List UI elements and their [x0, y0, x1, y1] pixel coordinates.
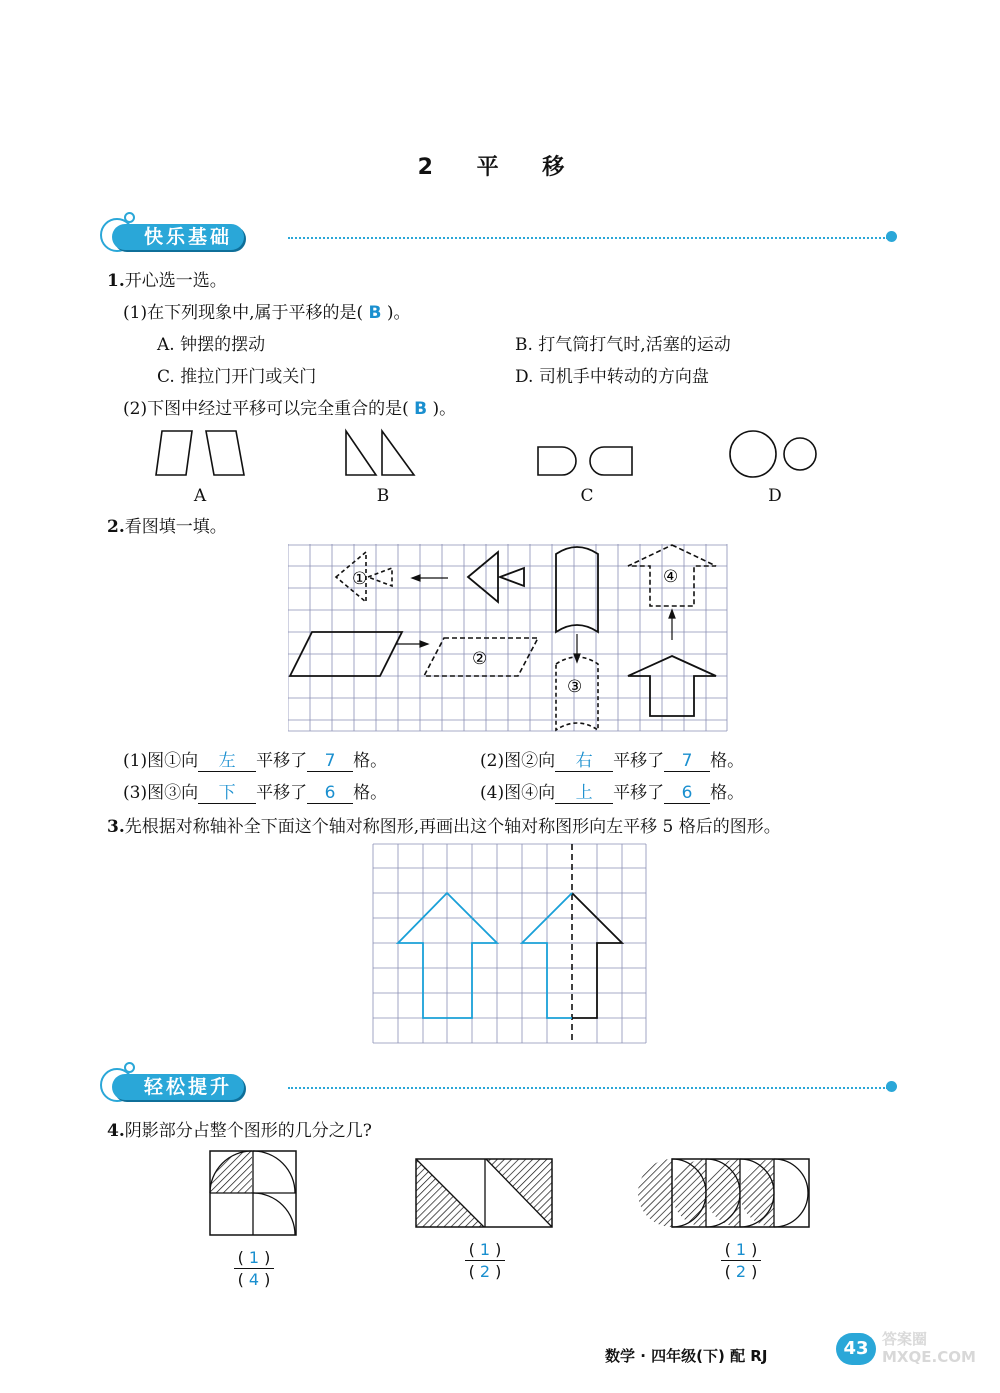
q3-grid-figure: [372, 843, 648, 1045]
q1-shapes: [140, 425, 840, 485]
q1-label-b: B: [376, 486, 390, 506]
q1-label-a: A: [193, 486, 207, 506]
section-banner-basic: [100, 218, 900, 252]
q4-figure-3: [638, 1159, 809, 1227]
house-solid: [628, 656, 716, 716]
q1-heading: 1.开心选一选。: [107, 271, 227, 291]
divider-end-dot: [886, 1081, 897, 1092]
q2-row-4-dir: 上: [555, 778, 613, 804]
small-bubble-icon: [124, 1062, 135, 1073]
q1-part1: (1)在下列现象中,属于平移的是( B )。: [123, 303, 411, 323]
q1-option-b: B. 打气筒打气时,活塞的运动: [515, 335, 731, 355]
q1-p1-answer: B: [368, 303, 382, 323]
q4-figure-1: [210, 1151, 296, 1235]
shape-a1: [156, 431, 192, 475]
watermark: 答案圈 MXQE.COM: [882, 1330, 976, 1366]
arch-solid: [556, 547, 598, 632]
q1-option-d: D. 司机手中转动的方向盘: [515, 367, 709, 387]
section-label: 轻松提升: [112, 1074, 244, 1100]
q2-row-4: (4)图④向 上 平移了 6 格。: [480, 778, 744, 804]
arrow-left: [412, 575, 448, 581]
shape-b2: [382, 431, 414, 475]
arrow-up: [669, 610, 675, 640]
label-4: ④: [663, 567, 679, 587]
arrow-right: [396, 641, 428, 647]
page-title: 2 平 移: [417, 155, 583, 180]
q1-label-c: C: [580, 486, 594, 506]
label-1: ①: [352, 569, 368, 589]
shape-d2: [784, 438, 816, 470]
q4-heading: 4.阴影部分占整个图形的几分之几?: [107, 1121, 372, 1141]
q2-row-1: (1)图①向 左 平移了 7 格。: [123, 746, 387, 772]
q2-grid-figure: [288, 544, 728, 734]
q4-answer-3: ( 1 ) ( 2 ): [713, 1240, 769, 1281]
section-label: 快乐基础: [112, 224, 244, 250]
q4-figures: [200, 1145, 820, 1245]
q2-row-1-num: 7: [307, 751, 353, 772]
q2-row-3-dir: 下: [198, 778, 256, 804]
shape-b1: [346, 431, 376, 475]
q2-heading: 2.看图填一填。: [107, 517, 227, 537]
q2-row-3-num: 6: [307, 783, 353, 804]
q1-p2-answer: B: [414, 399, 428, 419]
label-3: ③: [567, 677, 583, 697]
q4-figure-2: [416, 1159, 552, 1227]
q2-row-1-dir: 左: [198, 746, 256, 772]
shape-a2: [206, 431, 244, 475]
q1-option-a: A. 钟摆的摆动: [157, 335, 266, 355]
q2-row-2: (2)图②向 右 平移了 7 格。: [480, 746, 744, 772]
shape-d1: [730, 431, 776, 477]
q4-answer-2: ( 1 ) ( 2 ): [457, 1240, 513, 1281]
shape-c2: [590, 447, 632, 475]
dotted-divider: [288, 237, 888, 239]
section-banner-advance: [100, 1068, 900, 1102]
arrow-translated: [398, 893, 497, 1018]
q4-answer-1: ( 1 ) ( 4 ): [226, 1248, 282, 1289]
q3-heading: 3.先根据对称轴补全下面这个轴对称图形,再画出这个轴对称图形向左平移 5 格后的图形。: [107, 817, 781, 837]
divider-end-dot: [886, 231, 897, 242]
q2-row-2-num: 7: [664, 751, 710, 772]
q1-part2: (2)下图中经过平移可以完全重合的是( B )。: [123, 399, 457, 419]
page-number: 43: [836, 1333, 876, 1365]
label-2: ②: [472, 649, 488, 669]
small-bubble-icon: [124, 212, 135, 223]
q1-label-d: D: [768, 486, 782, 506]
q2-row-4-num: 6: [664, 783, 710, 804]
q2-row-2-dir: 右: [555, 746, 613, 772]
fish-solid: [468, 552, 524, 602]
footer-subject: 数学 · 四年级(下) 配 RJ: [605, 1347, 768, 1365]
q2-row-3: (3)图③向 下 平移了 6 格。: [123, 778, 387, 804]
dotted-divider: [288, 1087, 888, 1089]
shape-c1: [538, 447, 576, 475]
q1-option-c: C. 推拉门开门或关门: [157, 367, 317, 387]
